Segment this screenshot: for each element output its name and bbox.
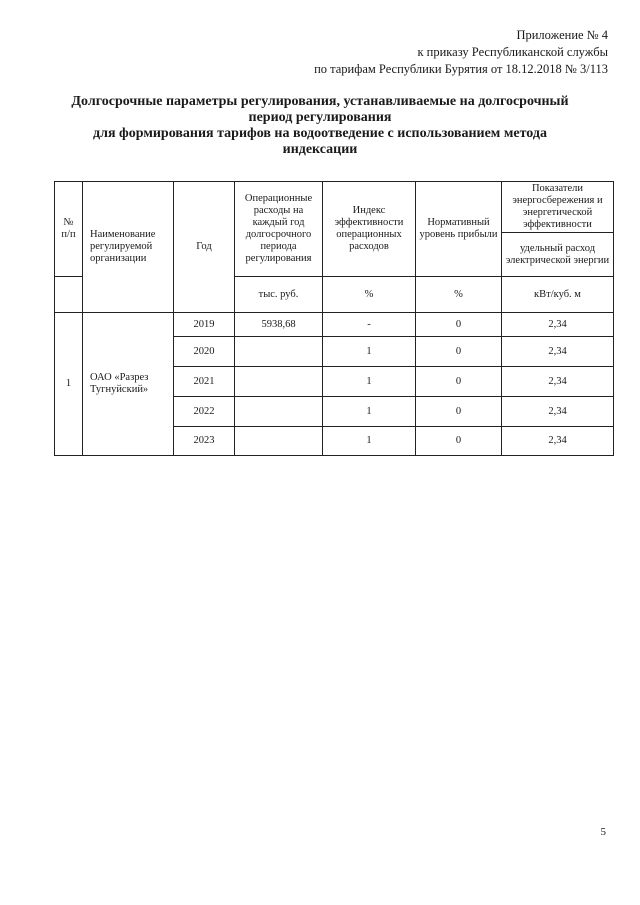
header-index: Индекс эффективности операционных расходов [323, 182, 416, 277]
cell-index: 1 [323, 367, 416, 397]
header-energy-sub: удельный расход электрической энергии [502, 233, 614, 277]
title-line-4: индексации [282, 142, 358, 157]
cell-profit: 0 [416, 367, 502, 397]
title-line-2: период регулирования [248, 110, 392, 125]
appendix-block [314, 27, 608, 78]
document-title [40, 94, 600, 158]
cell-energy: 2,34 [502, 397, 614, 427]
cell-energy: 2,34 [502, 427, 614, 456]
parameters-table [54, 181, 614, 456]
cell-energy: 2,34 [502, 367, 614, 397]
cell-year: 2020 [174, 337, 235, 367]
cell-year: 2023 [174, 427, 235, 456]
unit-index: % [323, 277, 416, 313]
cell-index: - [323, 313, 416, 337]
cell-index: 1 [323, 427, 416, 456]
cell-profit: 0 [416, 313, 502, 337]
title-line-3: для формирования тарифов на водоотведение с использованием метода [93, 126, 547, 141]
cell-opex [235, 337, 323, 367]
cell-index: 1 [323, 397, 416, 427]
cell-opex [235, 427, 323, 456]
unit-energy: кВт/куб. м [502, 277, 614, 313]
cell-energy: 2,34 [502, 337, 614, 367]
cell-year: 2022 [174, 397, 235, 427]
cell-year: 2021 [174, 367, 235, 397]
appendix-line-1: Приложение № 4 [516, 28, 608, 42]
cell-profit: 0 [416, 397, 502, 427]
page-number: 5 [600, 826, 606, 838]
cell-index: 1 [323, 337, 416, 367]
unit-opex: тыс. руб. [235, 277, 323, 313]
cell-profit: 0 [416, 427, 502, 456]
header-org: Наименование регулируемой организации [83, 182, 174, 313]
cell-energy: 2,34 [502, 313, 614, 337]
header-num: № п/п [55, 182, 83, 277]
table-row [55, 313, 614, 337]
header-opex: Операционные расходы на каждый год долгосрочного периода регулирования [235, 182, 323, 277]
unit-profit: % [416, 277, 502, 313]
cell-year: 2019 [174, 313, 235, 337]
cell-opex [235, 367, 323, 397]
title-line-1: Долгосрочные параметры регулирования, устанавливаемые на долгосрочный [71, 94, 569, 109]
header-profit: Нормативный уровень прибыли [416, 182, 502, 277]
org-name: ОАО «Разрез Тугнуйский» [83, 313, 174, 456]
appendix-line-2: к приказу Республиканской службы [417, 45, 608, 59]
header-num-empty [55, 277, 83, 313]
cell-opex [235, 397, 323, 427]
appendix-line-3: по тарифам Республики Бурятия от 18.12.2018 № 3/113 [314, 62, 608, 76]
cell-profit: 0 [416, 337, 502, 367]
header-energy-group: Показатели энергосбережения и энергетической эффективности [502, 182, 614, 233]
row-num: 1 [55, 313, 83, 456]
header-year: Год [174, 182, 235, 313]
cell-opex: 5938,68 [235, 313, 323, 337]
